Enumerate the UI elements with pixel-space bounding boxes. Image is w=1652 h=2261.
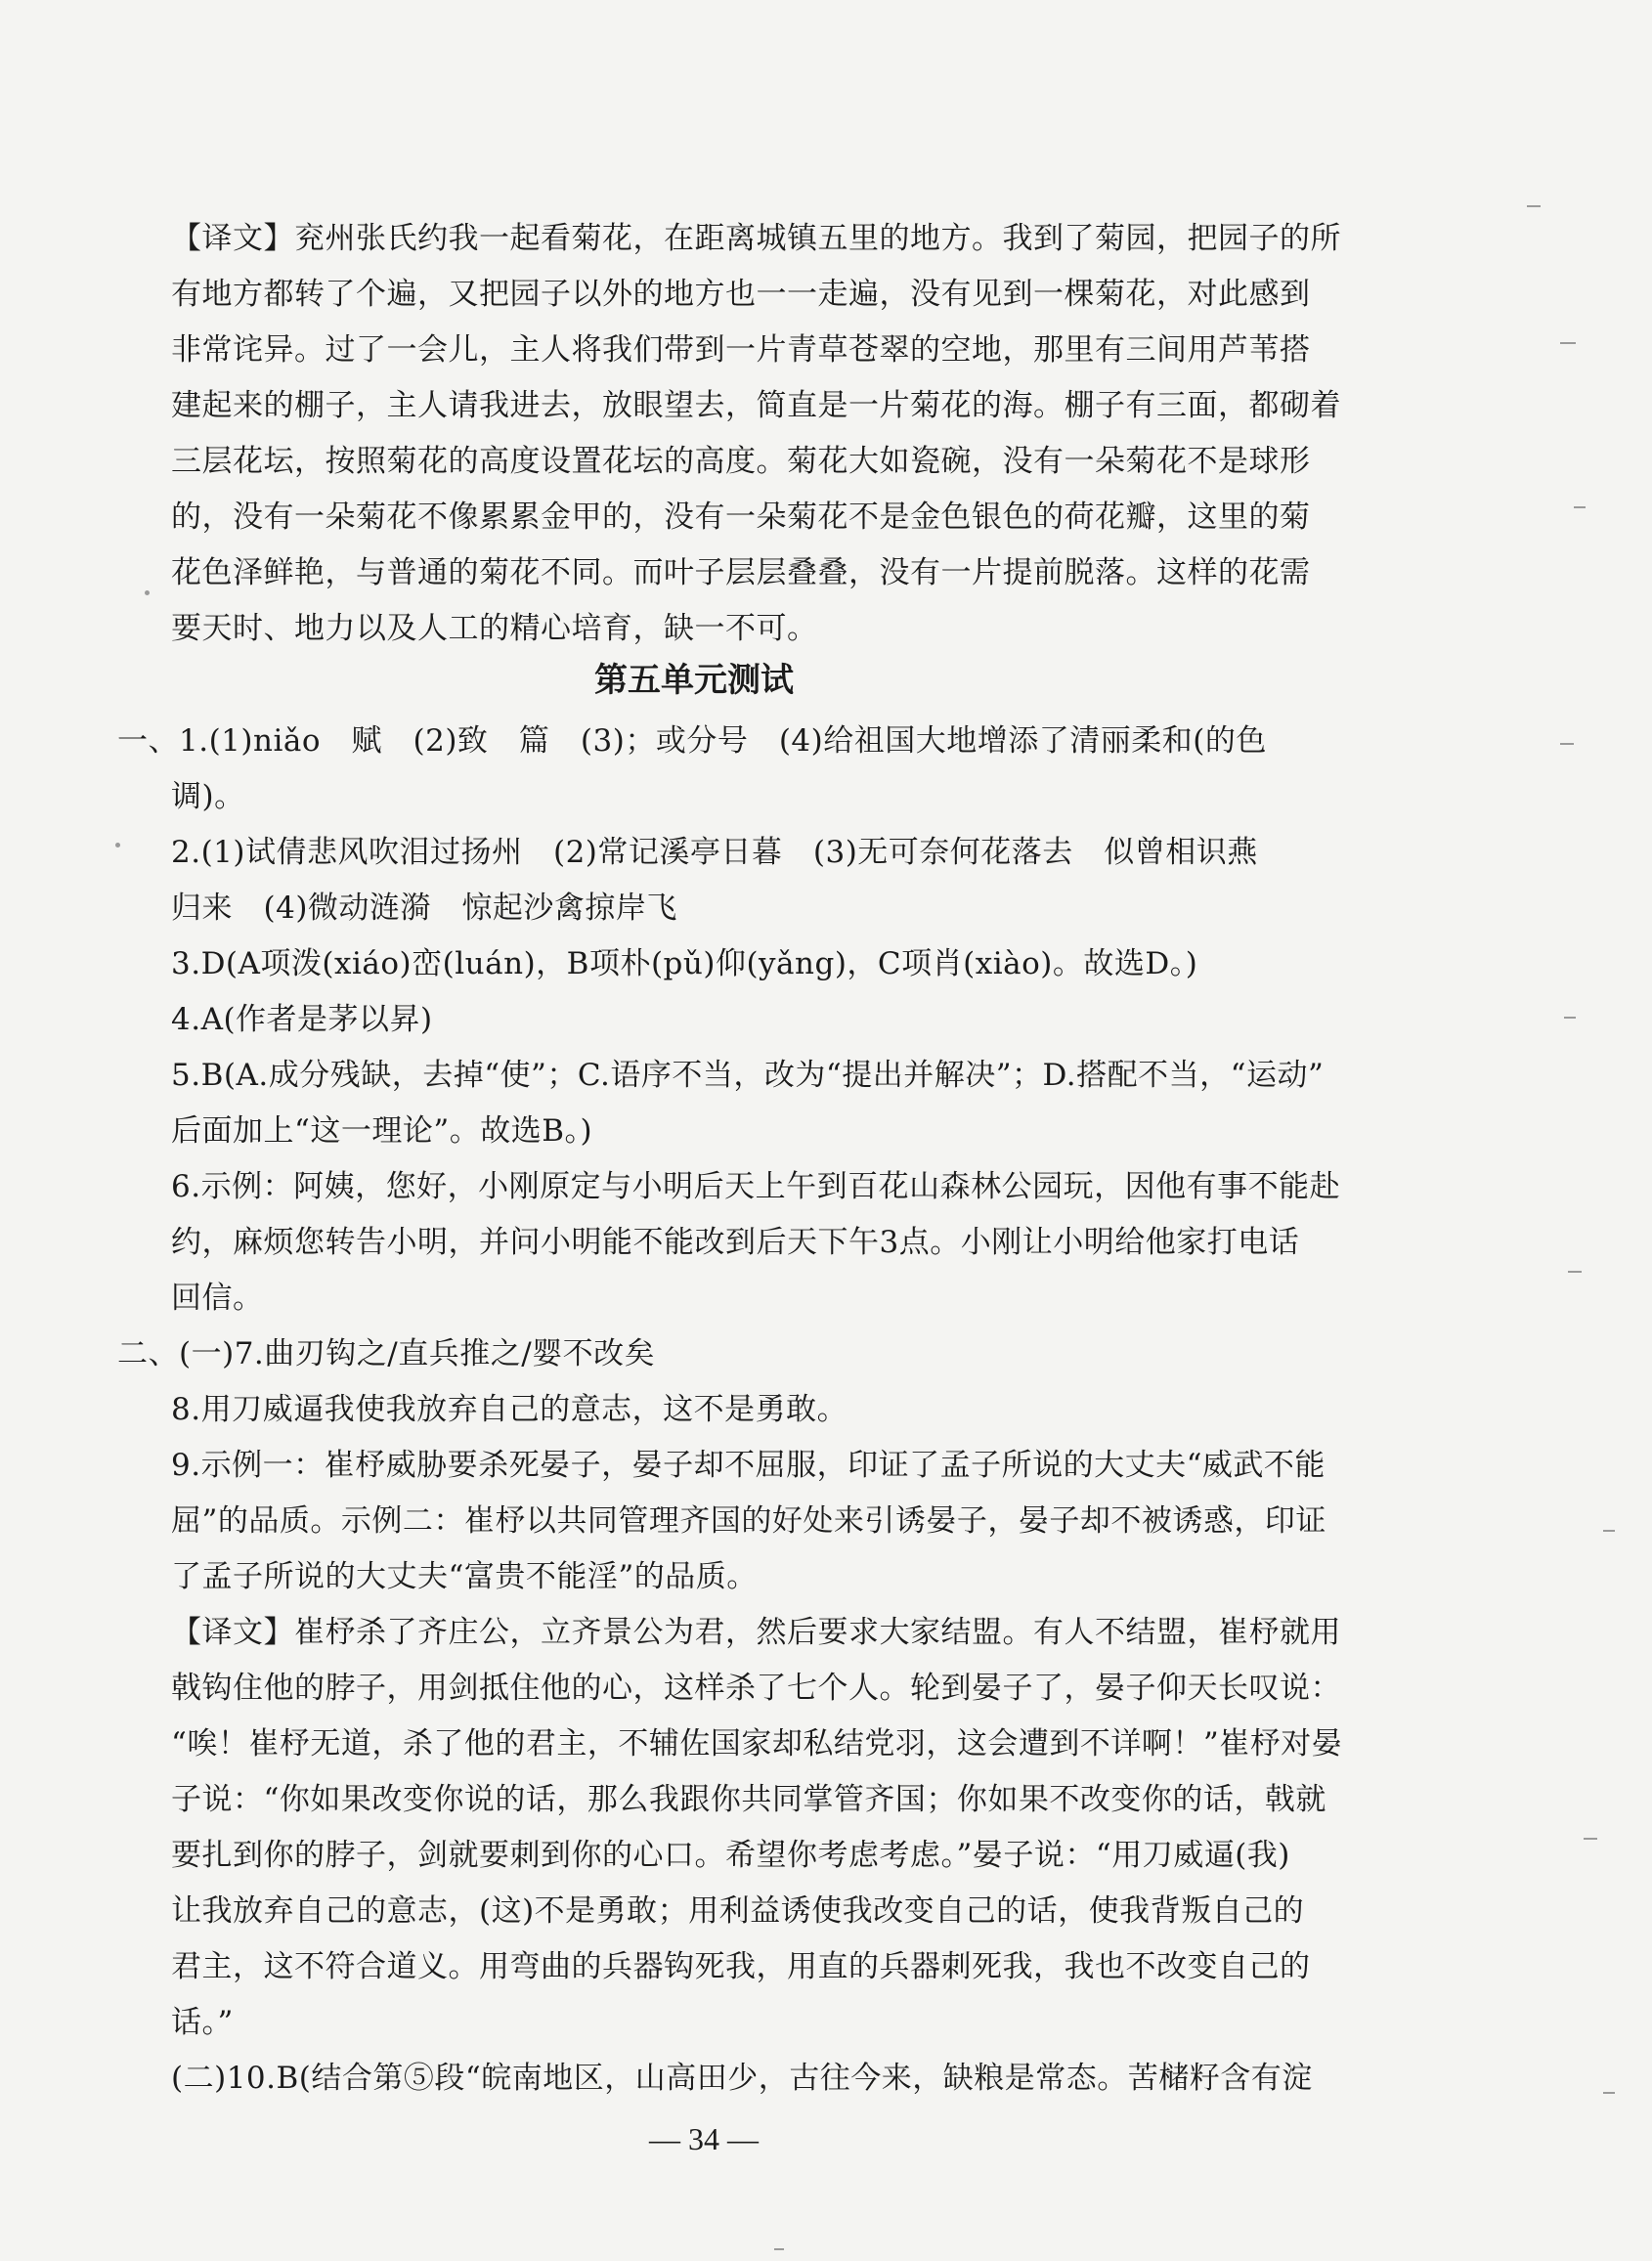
text-line: 君主，这不符合道义。用弯曲的兵器钩死我，用直的兵器刺死我，我也不改变自己的 [171,1949,1311,1984]
text-line: 戟钩住他的脖子，用剑抵住他的心，这样杀了七个人。轮到晏子了，晏子仰天长叹说： [171,1671,1341,1706]
text-line: 调)。 [171,779,245,814]
text-line: 屈”的品质。示例二：崔杼以共同管理齐国的好处来引诱晏子，晏子却不被诱惑，印证 [171,1503,1326,1539]
text-line: 建起来的棚子，主人请我进去，放眼望去，简直是一片菊花的海。棚子有三面，都砌着 [171,388,1341,423]
text-line: “唉！崔杼无道，杀了他的君主，不辅佐国家却私结党羽，这会遭到不详啊！”崔杼对晏 [171,1726,1343,1761]
text-line: 有地方都转了个遍，又把园子以外的地方也一一走遍，没有见到一棵菊花，对此感到 [171,277,1311,312]
text-line: 后面加上“这一理论”。故选B。) [171,1113,593,1149]
text-line: 【译文】兖州张氏约我一起看菊花，在距离城镇五里的地方。我到了菊园，把园子的所 [171,221,1341,256]
text-line: 回信。 [171,1281,264,1316]
scan-speck [1584,1838,1597,1840]
section-title: 第五单元测试 [594,661,794,700]
text-line: 2.(1)试倩悲风吹泪过扬州 (2)常记溪亭日暮 (3)无可奈何花落去 似曾相识燕 [171,835,1258,870]
page-number: — 34 — [649,2121,759,2156]
text-line: (二)10.B(结合第⑤段“皖南地区，山高田少，古往今来，缺粮是常态。苦槠籽含有淀 [171,2061,1313,2096]
text-line: 子说：“你如果改变你说的话，那么我跟你共同掌管齐国；你如果不改变你的话，戟就 [171,1782,1326,1817]
scan-speck [145,590,150,595]
text-line: 二、(一)7.曲刃钩之/直兵推之/婴不改矣 [117,1336,656,1371]
text-line: 让我放弃自己的意志，(这)不是勇敢；用利益诱使我改变自己的话，使我背叛自己的 [171,1893,1305,1929]
text-line: 约，麻烦您转告小明，并问小明能不能改到后天下午3点。小刚让小明给他家打电话 [171,1225,1300,1260]
scan-speck [1603,2092,1615,2094]
text-line: 3.D(A项泼(xiáo)峦(luán)，B项朴(pǔ)仰(yǎng)，C项肖(xiào)。故选D。) [171,946,1198,981]
text-line: 了孟子所说的大丈夫“富贵不能淫”的品质。 [171,1559,758,1594]
scan-speck [1574,506,1586,508]
scan-speck [1560,743,1574,745]
scan-speck [115,843,120,848]
text-line: 要扎到你的脖子，剑就要刺到你的心口。希望你考虑考虑。”晏子说：“用刀威逼(我) [171,1838,1290,1873]
scan-speck [1560,342,1576,344]
scan-speck [1568,1271,1582,1273]
text-line: 非常诧异。过了一会儿，主人将我们带到一片青草苍翠的空地，那里有三间用芦苇搭 [171,332,1311,368]
text-line: 一、1.(1)niǎo 赋 (2)致 篇 (3)；或分号 (4)给祖国大地增添了清丽柔和(的色 [117,723,1267,759]
text-line: 三层花坛，按照菊花的高度设置花坛的高度。菊花大如瓷碗，没有一朵菊花不是球形 [171,444,1311,479]
text-line: 话。” [171,2005,234,2040]
text-line: 的，没有一朵菊花不像累累金甲的，没有一朵菊花不是金色银色的荷花瓣，这里的菊 [171,500,1311,535]
text-line: 花色泽鲜艳，与普通的菊花不同。而叶子层层叠叠，没有一片提前脱落。这样的花需 [171,555,1311,590]
text-line: 6.示例：阿姨，您好，小刚原定与小明后天上午到百花山森林公园玩，因他有事不能赴 [171,1169,1341,1204]
scan-speck [774,2248,784,2250]
text-line: 5.B(A.成分残缺，去掉“使”；C.语序不当，改为“提出并解决”；D.搭配不当，“运动” [171,1058,1325,1093]
text-line: 9.示例一：崔杼威胁要杀死晏子，晏子却不屈服，印证了孟子所说的大丈夫“威武不能 [171,1448,1326,1483]
text-line: 要天时、地力以及人工的精心培育，缺一不可。 [171,611,818,646]
text-line: 归来 (4)微动涟漪 惊起沙禽掠岸飞 [171,891,677,926]
scan-speck [1564,1017,1576,1019]
text-line: 4.A(作者是茅以昇) [171,1002,433,1037]
scan-speck [1527,205,1541,207]
scan-speck [1603,1530,1615,1532]
text-line: 8.用刀威逼我使我放弃自己的意志，这不是勇敢。 [171,1392,848,1427]
text-line: 【译文】崔杼杀了齐庄公，立齐景公为君，然后要求大家结盟。有人不结盟，崔杼就用 [171,1615,1341,1650]
